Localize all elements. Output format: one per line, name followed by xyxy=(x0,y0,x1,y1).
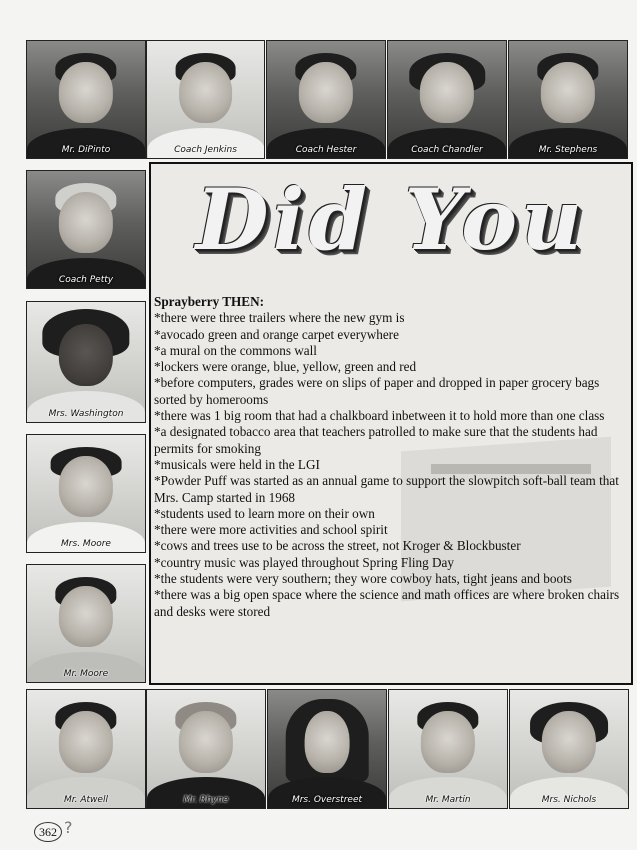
photo-top-5 xyxy=(508,40,628,159)
photo-left-2 xyxy=(26,301,146,423)
fact-item: *there was a big open space where the science and math offices are where broken chairs and desks were stored xyxy=(154,587,620,619)
photo-top-3 xyxy=(266,40,386,159)
photo-face xyxy=(421,711,475,772)
photo-caption: Mr. Rhyne xyxy=(183,795,229,805)
photo-face xyxy=(59,456,113,517)
fact-item: *Powder Puff was started as an annual game to support the slowpitch soft-ball team that Mrs. Camp started in 1968 xyxy=(154,473,619,505)
fact-item: *country music was played throughout Spring Fling Day xyxy=(154,554,454,570)
headline: Did You xyxy=(195,170,587,269)
did-you-know-box xyxy=(149,162,633,685)
photo-caption: Mrs. Moore xyxy=(61,539,111,549)
photo-caption: Mr. Moore xyxy=(63,669,109,679)
fact-item: *there was 1 big room that had a chalkboard inbetween it to hold more than one class xyxy=(154,408,605,424)
photo-caption: Mr. Atwell xyxy=(64,795,108,805)
photo-face xyxy=(541,62,595,123)
photo-top-1 xyxy=(26,40,146,159)
section-heading: Sprayberry THEN: xyxy=(154,294,265,309)
page-number: 362 xyxy=(34,822,62,842)
photo-caption: Mr. DiPinto xyxy=(61,145,111,155)
fact-item: *musicals were held in the LGI xyxy=(154,456,320,472)
photo-caption: Mr. Martin xyxy=(425,795,471,805)
photo-left-3 xyxy=(26,434,146,553)
photo-caption: Mr. Stephens xyxy=(538,145,598,155)
photo-face xyxy=(59,62,113,123)
photo-bottom-3 xyxy=(267,689,387,809)
photo-face xyxy=(179,62,233,123)
facts-list xyxy=(154,294,627,620)
fact-item: *there were three trailers where the new gym is xyxy=(154,310,405,326)
photo-face xyxy=(59,586,113,647)
photo-bottom-2 xyxy=(146,689,266,809)
fact-item: *avocado green and orange carpet everywhere xyxy=(154,326,399,342)
photo-bottom-1 xyxy=(26,689,146,809)
photo-caption: Coach Petty xyxy=(58,275,114,285)
photo-face xyxy=(542,711,596,772)
photo-top-4 xyxy=(387,40,507,159)
fact-item: *a mural on the commons wall xyxy=(154,342,317,358)
photo-left-4 xyxy=(26,564,146,683)
fact-item: *a designated tobacco area that teachers patrolled to make sure that the students had permits for smoking xyxy=(154,424,598,456)
fact-item: *cows and trees use to be across the street, not Kroger & Blockbuster xyxy=(154,538,521,554)
photo-caption: Coach Jenkins xyxy=(174,145,237,155)
fact-item: *there were more activities and school spirit xyxy=(154,522,388,538)
photo-face xyxy=(420,62,474,123)
photo-caption: Coach Chandler xyxy=(411,145,483,155)
photo-caption: Mrs. Nichols xyxy=(541,795,597,805)
photo-caption: Mrs. Washington xyxy=(48,409,124,419)
photo-bottom-5 xyxy=(509,689,629,809)
photo-caption: Mrs. Overstreet xyxy=(291,795,363,805)
fact-item: *lockers were orange, blue, yellow, green and red xyxy=(154,359,417,375)
photo-face xyxy=(59,711,113,772)
photo-bottom-4 xyxy=(388,689,508,809)
photo-face xyxy=(59,324,113,386)
question-mark-doodle-icon: ? xyxy=(64,818,73,837)
fact-item: *before computers, grades were on slips of paper and dropped in paper grocery bags sorted by homerooms xyxy=(154,375,600,407)
photo-caption: Coach Hester xyxy=(295,145,357,155)
photo-face xyxy=(299,62,353,123)
photo-face xyxy=(305,711,350,772)
photo-top-2 xyxy=(146,40,265,159)
fact-item: *the students were very southern; they wore cowboy hats, tight jeans and boots xyxy=(154,571,572,587)
photo-face xyxy=(59,192,113,253)
fact-item: *students used to learn more on their own xyxy=(154,505,375,521)
photo-left-1 xyxy=(26,170,146,289)
photo-face xyxy=(179,711,233,772)
